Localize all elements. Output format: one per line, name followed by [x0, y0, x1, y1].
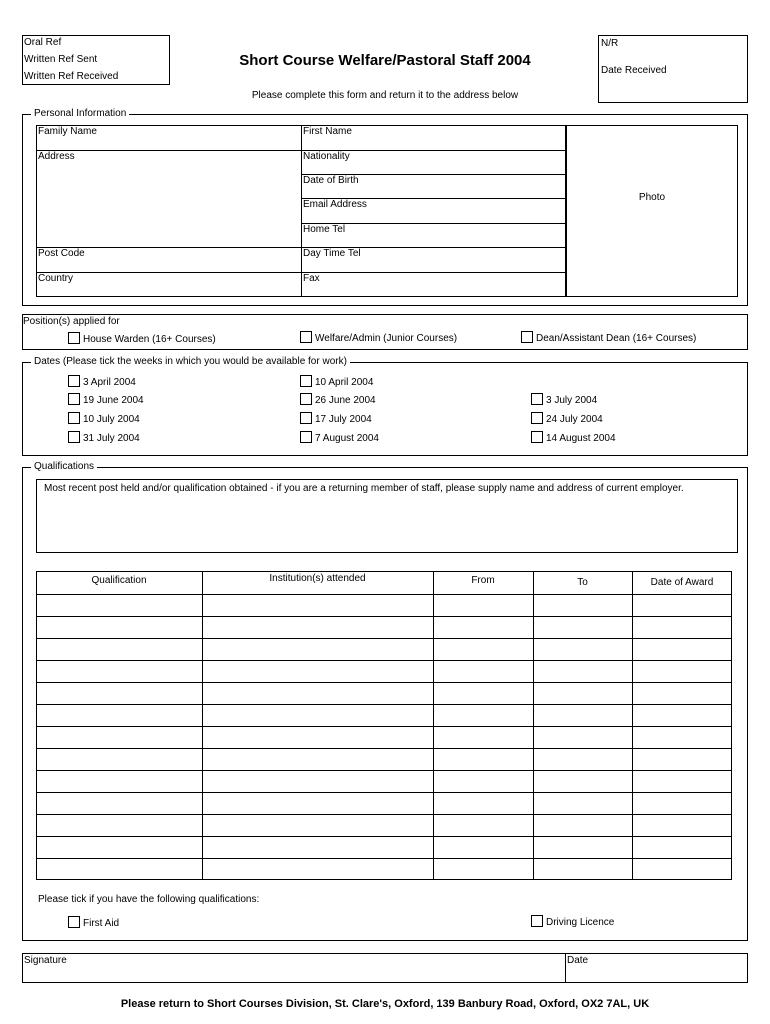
photo-box[interactable]	[566, 125, 738, 297]
family-name-field[interactable]: Family Name	[38, 126, 97, 137]
position-welfare-admin[interactable]	[300, 331, 457, 346]
day-tel-field[interactable]: Day Time Tel	[303, 248, 361, 259]
nationality-field[interactable]: Nationality	[303, 151, 350, 162]
recent-post-label: Most recent post held and/or qualification obtained - if you are a returning member of staff, please supply name and address of current employer.	[44, 483, 684, 494]
date-checkbox[interactable]	[68, 393, 80, 405]
table-row[interactable]	[36, 704, 732, 705]
position-dean[interactable]	[521, 331, 696, 346]
table-row[interactable]	[36, 594, 732, 595]
dob-field[interactable]: Date of Birth	[303, 175, 359, 186]
nr-label: N/R	[601, 38, 619, 49]
table-row[interactable]	[36, 770, 732, 771]
header-date-of-award: Date of Award	[650, 577, 714, 588]
date-label: 14 August 2004	[546, 433, 616, 444]
date-checkbox[interactable]	[300, 412, 312, 424]
qualifications-legend: Qualifications	[31, 461, 97, 473]
table-row[interactable]	[36, 682, 732, 683]
date-option[interactable]	[300, 393, 376, 408]
header-institution: Institution(s) attended	[269, 573, 366, 584]
signature-field[interactable]: Signature	[24, 955, 67, 966]
page-title: Short Course Welfare/Pastoral Staff 2004	[239, 52, 531, 69]
date-checkbox[interactable]	[68, 375, 80, 387]
country-field[interactable]: Country	[38, 273, 74, 284]
return-address: Please return to Short Courses Division, St. Clare's, Oxford, 139 Banbury Road, Oxford, OX2 7AL, UK	[120, 998, 650, 1010]
checkbox-welfare-admin[interactable]	[300, 331, 312, 343]
house-warden-label: House Warden (16+ Courses)	[83, 334, 216, 345]
office-use-box	[22, 35, 170, 85]
date-option[interactable]	[300, 412, 372, 427]
date-checkbox[interactable]	[300, 375, 312, 387]
date-field[interactable]: Date	[567, 955, 589, 966]
date-option[interactable]	[531, 412, 603, 427]
photo-label: Photo	[638, 192, 666, 203]
driving-licence-checkbox[interactable]	[531, 915, 543, 927]
post-code-field[interactable]: Post Code	[38, 248, 85, 259]
date-label: 24 July 2004	[546, 414, 603, 425]
email-field[interactable]: Email Address	[303, 199, 367, 210]
written-ref-received-label: Written Ref Received	[24, 71, 119, 82]
date-checkbox[interactable]	[531, 431, 543, 443]
date-option[interactable]	[531, 393, 597, 408]
position-house-warden[interactable]	[68, 332, 216, 347]
date-label: 3 July 2004	[546, 395, 598, 406]
dates-legend: Dates (Please tick the weeks in which you would be available for work)	[31, 356, 350, 368]
first-name-field[interactable]: First Name	[303, 126, 352, 137]
instruction-text: Please complete this form and return it to the address below	[251, 90, 519, 101]
table-row[interactable]	[36, 616, 732, 617]
date-label: 3 April 2004	[83, 377, 136, 388]
table-row[interactable]	[36, 814, 732, 815]
date-label: 31 July 2004	[83, 433, 140, 444]
nr-box	[598, 35, 748, 103]
header-to: To	[577, 577, 588, 588]
date-checkbox[interactable]	[300, 393, 312, 405]
date-option[interactable]	[68, 375, 136, 390]
first-aid-label: First Aid	[83, 918, 120, 929]
date-label: 10 April 2004	[315, 377, 374, 388]
table-row[interactable]	[36, 660, 732, 661]
table-row[interactable]	[36, 638, 732, 639]
positions-label: Position(s) applied for	[23, 316, 120, 327]
date-option[interactable]	[68, 431, 140, 446]
driving-licence-option[interactable]	[531, 915, 614, 930]
date-received-label: Date Received	[601, 65, 667, 76]
date-label: 19 June 2004	[83, 395, 144, 406]
date-option[interactable]	[68, 393, 144, 408]
date-label: 7 August 2004	[315, 433, 379, 444]
first-aid-checkbox[interactable]	[68, 916, 80, 928]
header-from: From	[471, 575, 495, 586]
fax-field[interactable]: Fax	[303, 273, 320, 284]
date-option[interactable]	[300, 375, 373, 390]
table-row[interactable]	[36, 858, 732, 859]
date-label: 26 June 2004	[315, 395, 376, 406]
driving-licence-label: Driving Licence	[546, 917, 615, 928]
checkbox-house-warden[interactable]	[68, 332, 80, 344]
date-checkbox[interactable]	[68, 431, 80, 443]
dean-label: Dean/Assistant Dean (16+ Courses)	[536, 333, 697, 344]
personal-info-legend: Personal Information	[31, 108, 129, 120]
date-checkbox[interactable]	[68, 412, 80, 424]
date-checkbox[interactable]	[300, 431, 312, 443]
date-checkbox[interactable]	[531, 393, 543, 405]
header-qualification: Qualification	[91, 575, 147, 586]
welfare-admin-label: Welfare/Admin (Junior Courses)	[315, 333, 458, 344]
checkbox-dean[interactable]	[521, 331, 533, 343]
date-option[interactable]	[531, 431, 616, 446]
oral-ref-label: Oral Ref	[24, 37, 62, 48]
written-ref-sent-label: Written Ref Sent	[24, 54, 98, 65]
table-row[interactable]	[36, 836, 732, 837]
tick-qualifications-label: Please tick if you have the following qualifications:	[38, 894, 260, 905]
home-tel-field[interactable]: Home Tel	[303, 224, 346, 235]
date-label: 10 July 2004	[83, 414, 140, 425]
first-aid-option[interactable]	[68, 916, 119, 931]
signature-row	[22, 953, 748, 983]
date-label: 17 July 2004	[315, 414, 372, 425]
table-row[interactable]	[36, 726, 732, 727]
address-field[interactable]: Address	[38, 151, 75, 162]
table-row[interactable]	[36, 792, 732, 793]
date-option[interactable]	[68, 412, 140, 427]
date-checkbox[interactable]	[531, 412, 543, 424]
date-option[interactable]	[300, 431, 379, 446]
table-row[interactable]	[36, 748, 732, 749]
